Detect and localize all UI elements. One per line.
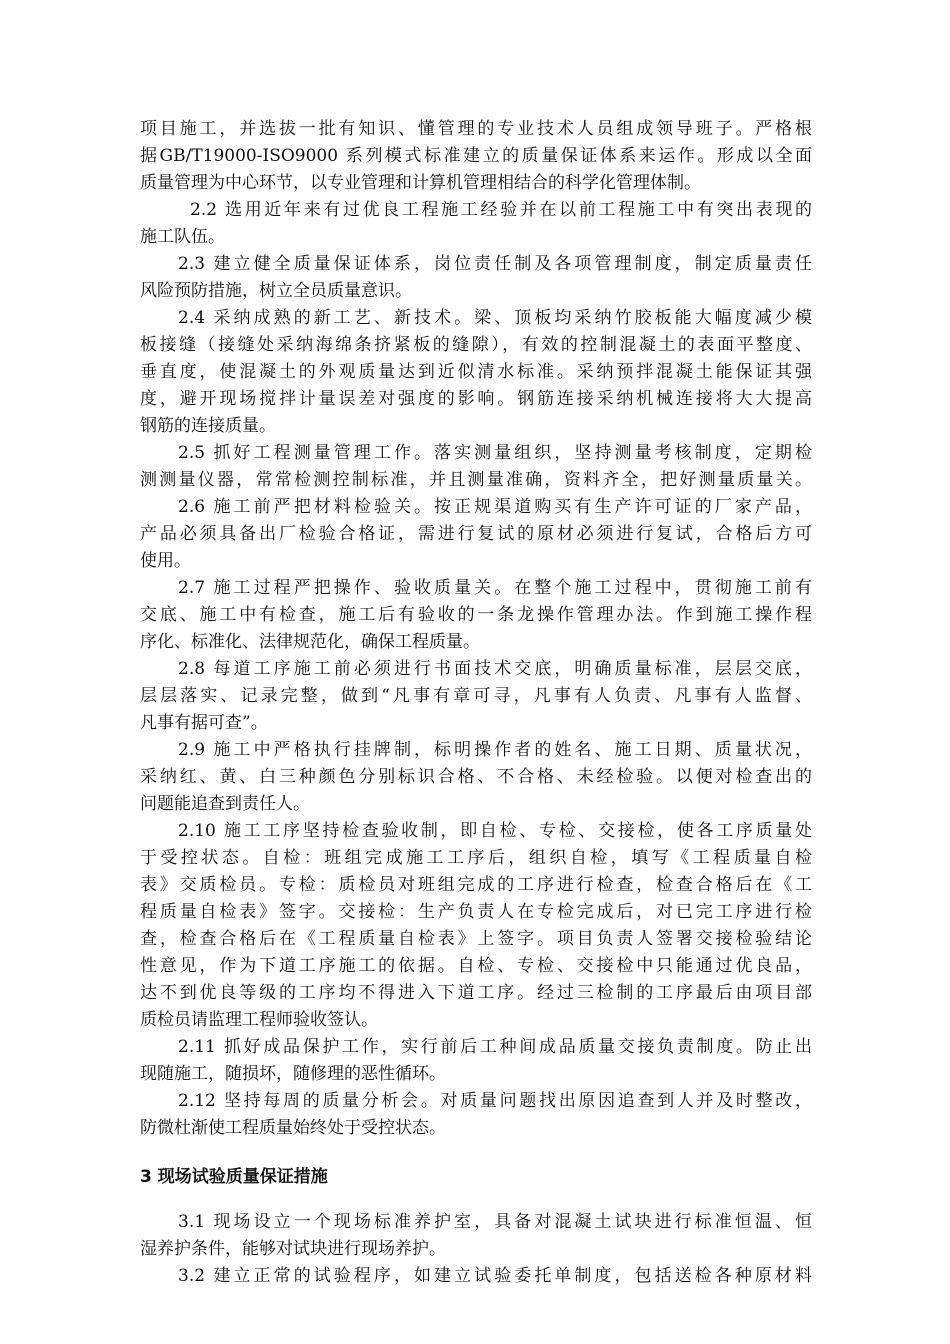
text-line: 达不到优良等级的工序均不得进入下道工序。经过三检制的工序最后由项目部 xyxy=(140,983,812,1003)
text-line: 3.2 建立正常的试验程序，如建立试验委托单制度，包括送检各种原材料 xyxy=(178,1266,812,1286)
paragraph-2-11 xyxy=(140,1034,812,1088)
text-line: 据GB/T19000-ISO9000 系列模式标准建立的质量保证体系来运作。形成以全面 xyxy=(140,146,812,166)
text-line: 垂直度，使混凝土的外观质量达到近似清水标准。采纳预拌混凝土能保证其强 xyxy=(140,362,812,382)
text-line: 防微杜渐使工程质量始终处于受控状态。 xyxy=(140,1118,446,1138)
paragraph-2-7 xyxy=(140,575,812,656)
paragraph-2-4 xyxy=(140,305,812,440)
text-line: 性意见，作为下道工序施工的依据。自检、专检、交接检中只能通过优良品， xyxy=(140,956,812,976)
paragraph-2-12 xyxy=(140,1088,812,1142)
text-line: 项目施工，并选拔一批有知识、懂管理的专业技术人员组成领导班子。严格根 xyxy=(140,119,812,139)
text-line: 3.1 现场设立一个现场标准养护室，具备对混凝土试块进行标准恒温、恒 xyxy=(178,1212,812,1232)
text-line: 现随施工，随损坏，随修理的恶性循环。 xyxy=(140,1064,446,1084)
text-line: 问题能追查到责任人。 xyxy=(140,794,310,814)
text-line: 凡事有据可查”。 xyxy=(140,713,268,733)
text-line: 板接缝（接缝处采纳海绵条挤紧板的缝隙），有效的控制混凝土的表面平整度、 xyxy=(140,335,812,355)
text-line: 产品必须具备出厂检验合格证，需进行复试的原材必须进行复试，合格后方可 xyxy=(140,524,812,544)
text-line: 钢筋的连接质量。 xyxy=(140,416,276,436)
text-line: 湿养护条件，能够对试块进行现场养护。 xyxy=(140,1239,446,1259)
section-heading: 3 现场试验质量保证措施 xyxy=(140,1167,328,1187)
text-line: 使用。 xyxy=(140,551,191,571)
paragraph-2-3 xyxy=(140,251,812,305)
paragraph-2-2 xyxy=(140,197,812,251)
paragraph-2-5 xyxy=(140,440,812,494)
text-line: 表》交质检员。专检：质检员对班组完成的工序进行检查，检查合格后在《工 xyxy=(140,875,812,895)
text-line: 2.4 采纳成熟的新工艺、新技术。梁、顶板均采纳竹胶板能大幅度减少模 xyxy=(178,308,812,328)
text-line: 2.11 抓好成品保护工作，实行前后工种间成品质量交接负责制度。防止出 xyxy=(178,1037,812,1057)
paragraph-2-6 xyxy=(140,494,812,575)
text-line: 2.10 施工工序坚持检查验收制，即自检、专检、交接检，使各工序质量处 xyxy=(178,821,812,841)
paragraph-2-8 xyxy=(140,656,812,737)
paragraph-3-1 xyxy=(140,1209,812,1263)
text-line: 2.3 建立健全质量保证体系，岗位责任制及各项管理制度，制定质量责任 xyxy=(178,254,812,274)
paragraph-2-10 xyxy=(140,818,812,1034)
paragraph-2-9 xyxy=(140,737,812,818)
text-line: 查，检查合格后在《工程质量自检表》上签字。项目负责人签署交接检验结论 xyxy=(140,929,812,949)
text-line: 2.6 施工前严把材料检验关。按正规渠道购买有生产许可证的厂家产品， xyxy=(178,497,812,517)
text-line: 施工队伍。 xyxy=(140,227,225,247)
text-line: 序化、标准化、法律规范化，确保工程质量。 xyxy=(140,632,480,652)
text-line: 2.8 每道工序施工前必须进行书面技术交底，明确质量标准，层层交底， xyxy=(178,659,812,679)
text-line: 交底、施工中有检查，施工后有验收的一条龙操作管理办法。作到施工操作程 xyxy=(140,605,812,625)
text-line: 质检员请监理工程师验收签认。 xyxy=(140,1010,378,1030)
text-line: 程质量自检表》签字。交接检：生产负责人在专检完成后，对已完工序进行检 xyxy=(140,902,812,922)
paragraph-3-2 xyxy=(140,1263,812,1290)
document-page xyxy=(140,116,812,1290)
text-line: 采纳红、黄、白三种颜色分别标识合格、不合格、未经检验。以便对检查出的 xyxy=(140,767,812,787)
text-line: 于受控状态。自检：班组完成施工工序后，组织自检，填写《工程质量自检 xyxy=(140,848,812,868)
text-line: 层层落实、记录完整，做到“凡事有章可寻，凡事有人负责、凡事有人监督、 xyxy=(140,686,812,706)
text-line: 2.7 施工过程严把操作、验收质量关。在整个施工过程中，贯彻施工前有 xyxy=(178,578,812,598)
text-line: 2.2 选用近年来有过优良工程施工经验并在以前工程施工中有突出表现的 xyxy=(190,200,812,220)
text-line: 度，避开现场搅拌计量误差对强度的影响。钢筋连接采纳机械连接将大大提高 xyxy=(140,389,812,409)
text-line: 风险预防措施，树立全员质量意识。 xyxy=(140,281,412,301)
paragraph-intro xyxy=(140,116,812,197)
text-line: 2.12 坚持每周的质量分析会。对质量问题找出原因追查到人并及时整改， xyxy=(178,1091,812,1111)
text-line: 2.9 施工中严格执行挂牌制，标明操作者的姓名、施工日期、质量状况， xyxy=(178,740,812,760)
text-line: 测测量仪器，常常检测控制标准，并且测量准确，资料齐全，把好测量质量关。 xyxy=(140,470,812,490)
text-line: 质量管理为中心环节，以专业管理和计算机管理相结合的科学化管理体制。 xyxy=(140,173,701,193)
text-line: 2.5 抓好工程测量管理工作。落实测量组织，坚持测量考核制度，定期检 xyxy=(178,443,812,463)
